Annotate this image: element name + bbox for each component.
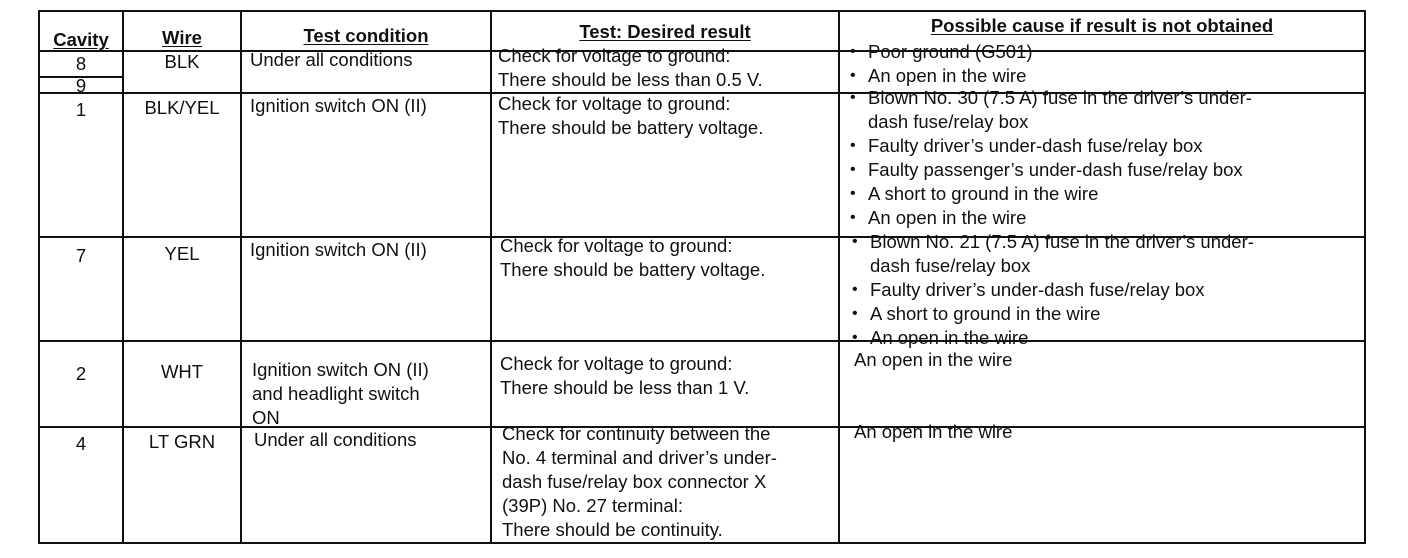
cause-item: • A short to ground in the wire bbox=[852, 302, 1254, 326]
result-line: No. 4 terminal and driver’s under- bbox=[502, 447, 777, 468]
cause-item: An open in the wire bbox=[854, 421, 1013, 442]
table-border-bottom bbox=[38, 542, 1366, 544]
cavity-cell: 7 bbox=[75, 245, 87, 266]
result-line: There should be less than 0.5 V. bbox=[498, 69, 763, 90]
result-line: Check for voltage to ground: bbox=[500, 353, 733, 374]
column-divider bbox=[490, 10, 492, 544]
wire-cell: BLK/YEL bbox=[144, 97, 220, 118]
header-wire: Wire bbox=[162, 27, 202, 48]
cause-item: • Blown No. 21 (7.5 A) fuse in the driver’s under- bbox=[852, 230, 1254, 254]
column-divider bbox=[122, 10, 124, 544]
result-line: (39P) No. 27 terminal: bbox=[502, 495, 683, 516]
cause-item: • Faulty driver’s under-dash fuse/relay box bbox=[852, 278, 1254, 302]
condition-cell bbox=[250, 238, 427, 262]
condition-line: Under all conditions bbox=[254, 429, 417, 450]
column-divider bbox=[240, 10, 242, 544]
cause-item: • An open in the wire bbox=[850, 64, 1033, 88]
header-test-condition: Test condition bbox=[303, 25, 429, 46]
cause-cell bbox=[850, 86, 1252, 230]
result-line: There should be battery voltage. bbox=[500, 259, 766, 280]
condition-line: ON bbox=[252, 407, 280, 428]
cavity-cell: 8 bbox=[75, 53, 87, 74]
cause-item: • A short to ground in the wire bbox=[850, 182, 1252, 206]
condition-line: Ignition switch ON (II) bbox=[250, 95, 427, 116]
result-line: There should be battery voltage. bbox=[498, 117, 764, 138]
header-desired-result: Test: Desired result bbox=[579, 21, 751, 42]
result-line: There should be less than 1 V. bbox=[500, 377, 750, 398]
cause-item-continuation: dash fuse/relay box bbox=[870, 255, 1031, 276]
table-border-right bbox=[1364, 10, 1366, 544]
header-possible-cause: Possible cause if result is not obtained bbox=[930, 15, 1274, 36]
result-line: dash fuse/relay box connector X bbox=[502, 471, 767, 492]
condition-cell bbox=[254, 428, 416, 452]
result-line: Check for voltage to ground: bbox=[500, 235, 733, 256]
result-cell bbox=[502, 422, 777, 542]
cavity-cell: 2 bbox=[75, 363, 87, 384]
condition-line: and headlight switch bbox=[252, 383, 420, 404]
cause-item: • Poor ground (G501) bbox=[850, 40, 1033, 64]
condition-cell bbox=[252, 358, 429, 430]
wire-cell: YEL bbox=[164, 243, 200, 264]
cause-item: • An open in the wire bbox=[850, 206, 1252, 230]
header-cavity: Cavity bbox=[53, 29, 109, 50]
column-divider bbox=[838, 10, 840, 544]
cause-cell bbox=[852, 230, 1254, 350]
result-line: Check for voltage to ground: bbox=[498, 45, 731, 66]
result-line: Check for continuity between the bbox=[502, 423, 771, 444]
troubleshooting-table bbox=[38, 10, 1366, 546]
cause-item: • Blown No. 30 (7.5 A) fuse in the driver’s under- bbox=[850, 86, 1252, 110]
cause-cell bbox=[854, 420, 1012, 444]
result-cell bbox=[498, 44, 763, 92]
cause-item: • An open in the wire bbox=[852, 326, 1254, 350]
result-cell bbox=[500, 234, 765, 282]
condition-line: Ignition switch ON (II) bbox=[252, 359, 429, 380]
wire-cell: BLK bbox=[164, 51, 200, 72]
cause-item: An open in the wire bbox=[854, 349, 1013, 370]
cause-item: • Faulty passenger’s under-dash fuse/relay box bbox=[850, 158, 1252, 182]
cause-item: • Faulty driver’s under-dash fuse/relay box bbox=[850, 134, 1252, 158]
condition-cell bbox=[250, 48, 412, 72]
result-cell bbox=[498, 92, 763, 140]
result-line: Check for voltage to ground: bbox=[498, 93, 731, 114]
result-cell bbox=[500, 352, 749, 400]
cavity-cell: 9 bbox=[75, 75, 87, 96]
condition-cell bbox=[250, 94, 427, 118]
wire-cell: WHT bbox=[160, 361, 204, 382]
cavity-cell: 4 bbox=[75, 433, 87, 454]
table-border-top bbox=[38, 10, 1366, 12]
cavity-cell: 1 bbox=[75, 99, 87, 120]
result-line: There should be continuity. bbox=[502, 519, 723, 540]
cause-cell bbox=[854, 348, 1012, 372]
cause-item-continuation: dash fuse/relay box bbox=[868, 111, 1029, 132]
wire-cell: LT GRN bbox=[148, 431, 216, 452]
condition-line: Ignition switch ON (II) bbox=[250, 239, 427, 260]
cause-cell bbox=[850, 40, 1033, 88]
condition-line: Under all conditions bbox=[250, 49, 413, 70]
